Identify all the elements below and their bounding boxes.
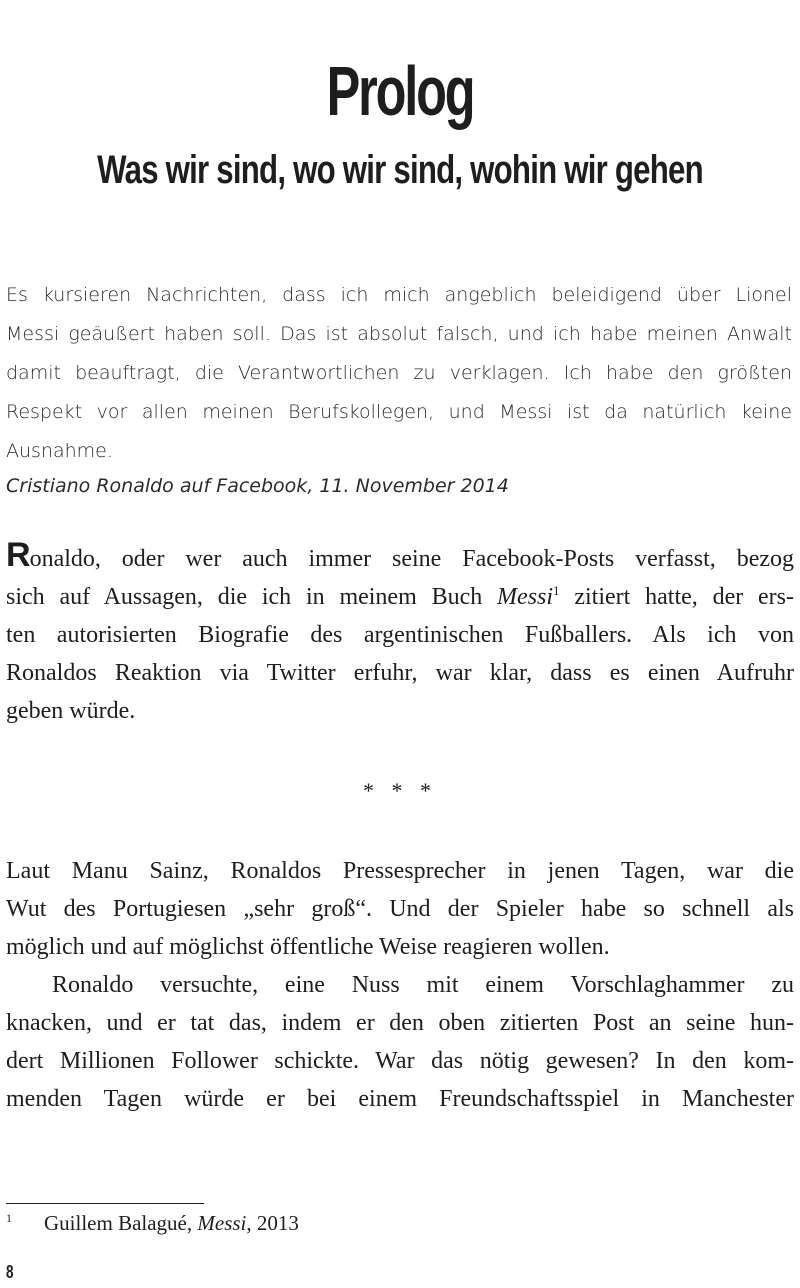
paragraph-line: geben würde.	[6, 698, 136, 724]
footnote	[6, 1208, 299, 1238]
paragraph-line: Ronaldos Reaktion via Twitter erfuhr, war klar, dass es einen Aufruhr	[6, 660, 794, 686]
paragraph-line: möglich und auf möglichst öffentliche Weise reagieren wollen.	[6, 934, 610, 960]
paragraph-line: menden Tagen würde er bei einem Freundschaftsspiel in Manchester	[6, 1086, 794, 1112]
epigraph-line: Es kursieren Nachrichten, dass ich mich angeblich beleidigend über Lionel	[6, 284, 792, 306]
paragraph-3	[6, 966, 794, 1118]
epigraph-line: Messi geäußert haben soll. Das ist absolut falsch, und ich habe meinen Anwalt	[6, 323, 792, 345]
paragraph-line	[6, 578, 794, 616]
paragraph-line: ten autorisierten Biografie des argentinischen Fußballers. Als ich von	[6, 622, 794, 648]
line-text: zitiert hatte, der ers-	[559, 584, 795, 610]
line-text: sich auf Aussagen, die ich in meinem Buch	[6, 584, 498, 610]
paragraph-2	[6, 852, 794, 966]
epigraph-source: Cristiano Ronaldo auf Facebook, 11. November 2014	[6, 475, 509, 497]
paragraph-line	[6, 536, 794, 578]
footnote-text: , 2013	[246, 1211, 299, 1235]
paragraph-line: dert Millionen Follower schickte. War das nötig gewesen? In den kom-	[6, 1048, 794, 1074]
paragraph-line: knacken, und er tat das, indem er den oben zitierten Post an seine hun-	[6, 1010, 794, 1036]
chapter-subtitle: Was wir sind, wo wir sind, wohin wir gehen	[97, 148, 703, 193]
paragraph-1	[6, 536, 794, 730]
paragraph-line: Wut des Portugiesen „sehr groß“. Und der Spieler habe so schnell als	[6, 896, 794, 922]
drop-cap: R	[6, 536, 30, 574]
book-title: Messi	[497, 584, 554, 610]
chapter-title: Prolog	[326, 51, 474, 130]
footnote-reference[interactable]: 1	[553, 583, 560, 598]
page-number: 8	[6, 1262, 14, 1282]
footnote-text: Guillem Balagué,	[44, 1211, 198, 1235]
footnote-divider	[6, 1203, 204, 1204]
section-separator: * * *	[363, 778, 437, 803]
epigraph-line: Respekt vor allen meinen Berufskollegen, und Messi ist da natürlich keine	[6, 401, 792, 423]
paragraph-line: Laut Manu Sainz, Ronaldos Pressesprecher in jenen Tagen, war die	[6, 858, 794, 884]
epigraph-line: damit beauftragt, die Verantwortlichen zu verklagen. Ich habe den größten	[6, 362, 792, 384]
line-text: onaldo, oder wer auch immer seine Facebook-Posts verfasst, bezog	[29, 546, 794, 572]
footnote-number: 1	[6, 1211, 12, 1225]
footnote-book-title: Messi	[197, 1211, 247, 1235]
paragraph-line: Ronaldo versuchte, eine Nuss mit einem Vorschlaghammer zu	[52, 972, 794, 998]
epigraph-line: Ausnahme.	[6, 440, 113, 462]
epigraph-quote	[6, 276, 792, 471]
